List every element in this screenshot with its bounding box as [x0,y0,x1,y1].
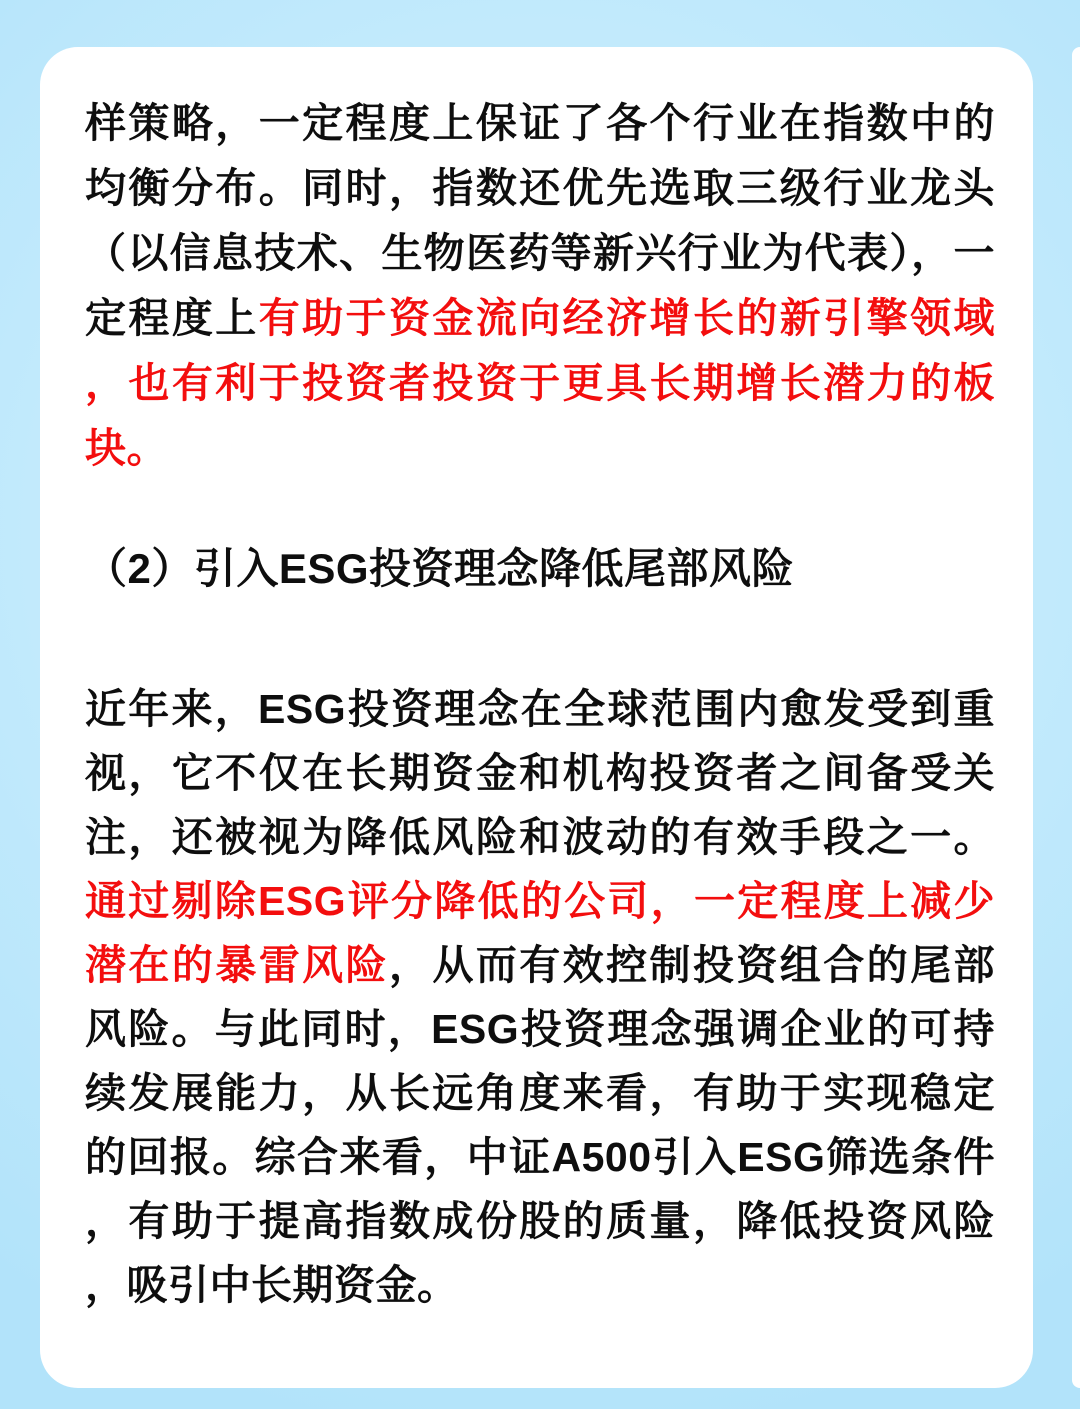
text-segment: 有助于资金流向经济增长的新引擎领域，也有利于投资者投资于更具长期增长潜力的板块。 [85,295,996,471]
paragraph-esg-concept [85,677,995,1317]
text-segment: ，从而有效控制投资组合的尾部风险。与此同时，ESG投资理念强调企业的可持续发展能力，从长远角度来看，有助于实现稳定的回报。综合来看，中证A500引入ESG筛选条件，有助于提高指数成份股的质量，降低投资风险，吸引中长期资金。 [85,942,996,1308]
text-segment: 通过剔除ESG评分降低的公司，一定程度上减少潜在的暴雷风险 [85,878,995,988]
next-page-card-edge [1072,47,1080,1388]
section-heading-esg: （2）引入ESG投资理念降低尾部风险 [85,545,795,592]
paragraph-sampling-strategy [85,91,995,481]
content-card [40,47,1033,1388]
text-segment: 样策略，一定程度上保证了各个行业在指数中的均衡分布。同时，指数还优先选取三级行业龙头（以信息技术、生物医药等新兴行业为代表），一定程度上 [85,100,995,341]
text-segment: 近年来，ESG投资理念在全球范围内愈发受到重视，它不仅在长期资金和机构投资者之间备受关注，还被视为降低风险和波动的有效手段之一。 [85,686,995,860]
